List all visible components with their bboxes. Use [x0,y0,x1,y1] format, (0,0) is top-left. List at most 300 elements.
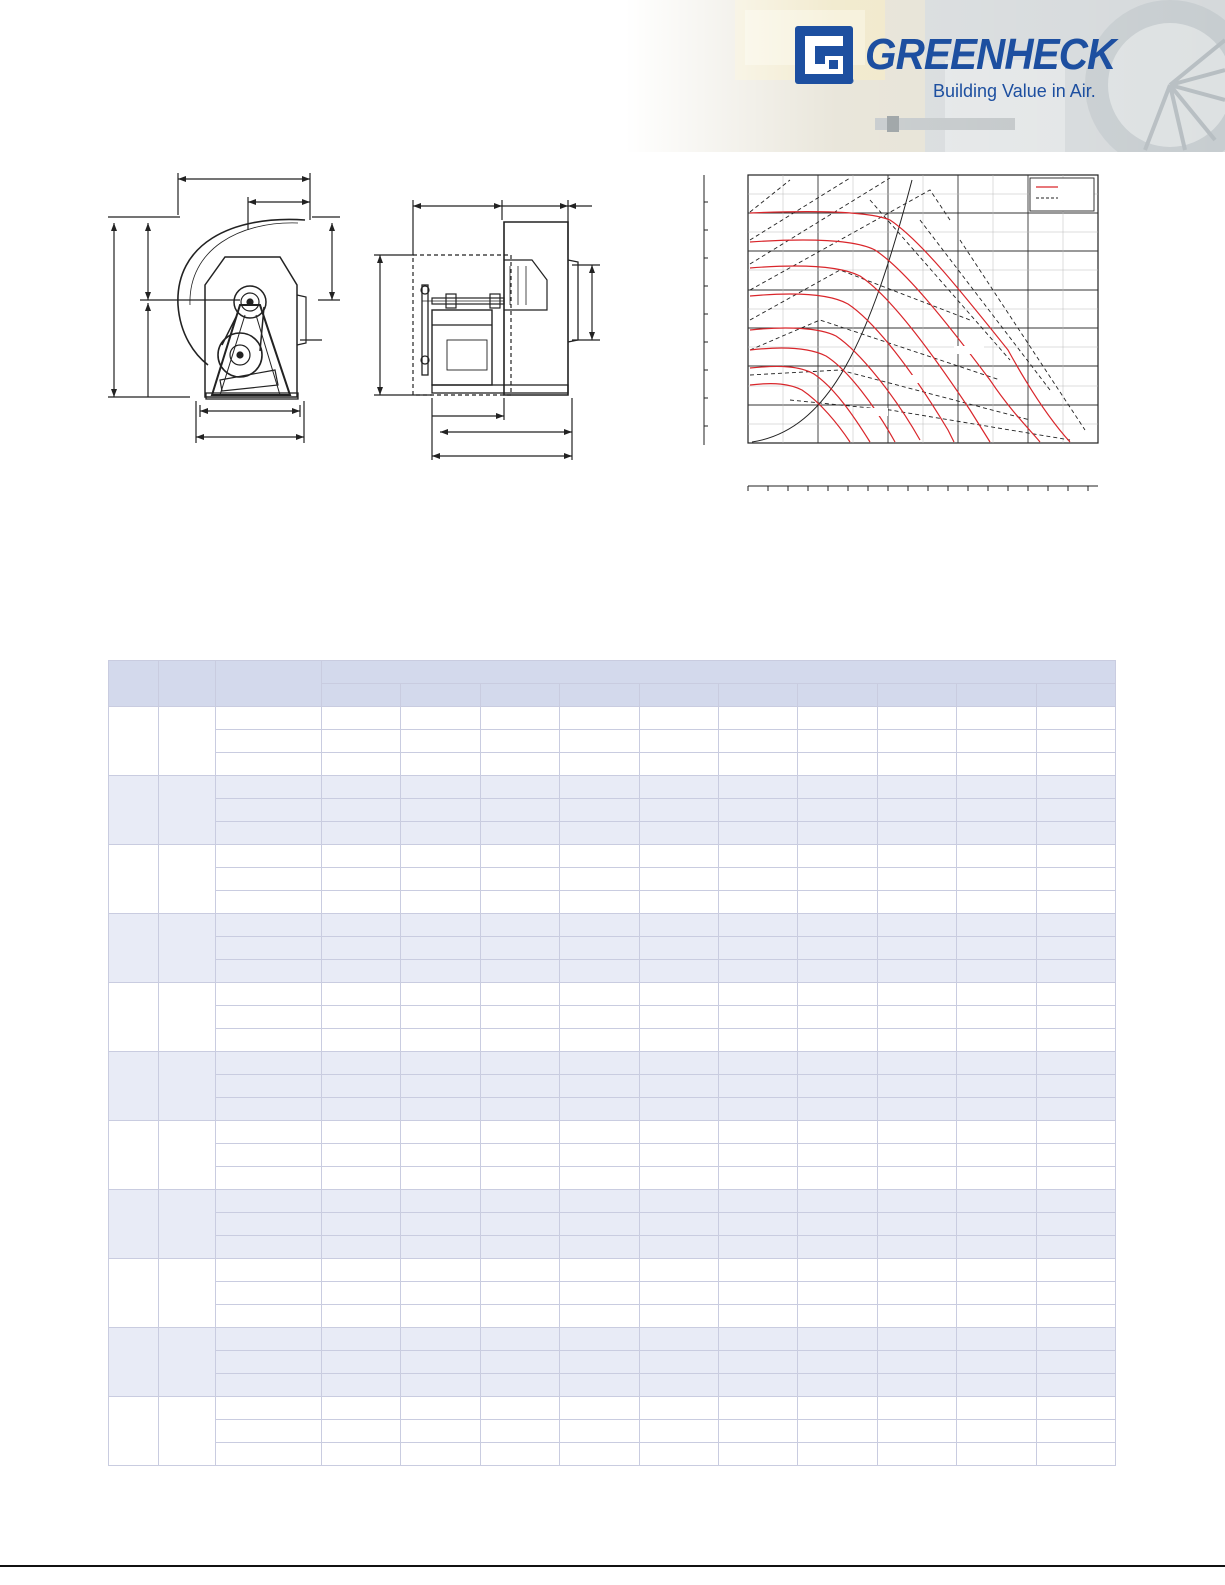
table-row [109,1075,1116,1098]
table-cell [480,1328,559,1351]
table-cell [560,914,639,937]
table-cell [109,914,159,983]
table-cell [877,1328,956,1351]
table-cell [322,1236,401,1259]
table-cell [957,1282,1036,1305]
table-cell [401,753,480,776]
table-cell [560,799,639,822]
table-cell [798,1075,877,1098]
table-cell [322,1351,401,1374]
table-row [109,891,1116,914]
table-cell [109,1397,159,1466]
table-row [109,1236,1116,1259]
table-cell [957,776,1036,799]
table-cell [560,983,639,1006]
table-cell [1036,960,1115,983]
table-cell [639,1282,718,1305]
table-cell [216,799,322,822]
table-cell [216,1052,322,1075]
table-cell [718,1328,797,1351]
table-cell [718,730,797,753]
table-cell [216,730,322,753]
table-cell [877,799,956,822]
table-cell [216,937,322,960]
table-cell [480,937,559,960]
table-cell [480,1420,559,1443]
table-cell [718,1351,797,1374]
table-cell [560,1374,639,1397]
table-cell [322,914,401,937]
table-cell [480,776,559,799]
table-cell [401,1328,480,1351]
table-cell [560,1098,639,1121]
table-cell [877,1006,956,1029]
table-cell [560,1213,639,1236]
table-row-group [109,1397,1116,1466]
table-cell [560,937,639,960]
table-cell [480,845,559,868]
table-cell [639,776,718,799]
table-cell [798,822,877,845]
table-cell [877,730,956,753]
table-cell [159,1397,216,1466]
table-row [109,1305,1116,1328]
table-cell [216,868,322,891]
table-cell [560,1351,639,1374]
table-cell [639,1075,718,1098]
table-cell [560,707,639,730]
table-cell [639,868,718,891]
table-cell [216,1213,322,1236]
table-cell [798,1098,877,1121]
table-cell [877,1351,956,1374]
table-cell [718,1374,797,1397]
table-cell [109,1052,159,1121]
table-cell [1036,1075,1115,1098]
table-cell [401,1420,480,1443]
table-cell [159,1052,216,1121]
table-cell [401,1144,480,1167]
table-cell [639,707,718,730]
table-row [109,1351,1116,1374]
table-cell [401,730,480,753]
header-cell [1036,684,1115,707]
table-cell [798,914,877,937]
table-row-group [109,707,1116,776]
table-cell [1036,937,1115,960]
table-cell [639,914,718,937]
table-cell [322,1397,401,1420]
table-cell [480,1397,559,1420]
table-cell [1036,983,1115,1006]
table-cell [401,1351,480,1374]
table-cell [877,1213,956,1236]
table-cell [109,707,159,776]
table-cell [718,937,797,960]
table-row [109,1052,1116,1075]
table-cell [957,1098,1036,1121]
table-cell [401,1167,480,1190]
table-cell [109,1328,159,1397]
table-cell [216,1305,322,1328]
table-cell [560,1190,639,1213]
table-cell [1036,822,1115,845]
table-cell [401,776,480,799]
table-cell [1036,1144,1115,1167]
table-cell [957,891,1036,914]
table-cell [216,1006,322,1029]
table-cell [718,707,797,730]
table-cell [401,1213,480,1236]
table-cell [401,845,480,868]
table-cell [639,1236,718,1259]
table-row-group [109,845,1116,914]
table-cell [877,1121,956,1144]
table-cell [322,1374,401,1397]
table-cell [877,1305,956,1328]
table-row [109,868,1116,891]
table-cell [480,1259,559,1282]
table-cell [401,1236,480,1259]
table-cell [159,845,216,914]
table-cell [639,937,718,960]
table-cell [798,891,877,914]
table-cell [877,1420,956,1443]
table-cell [798,1351,877,1374]
table-cell [480,1190,559,1213]
table-row [109,1282,1116,1305]
table-cell [560,1167,639,1190]
table-cell [877,1282,956,1305]
table-cell [322,1305,401,1328]
table-cell [322,1420,401,1443]
table-cell [718,1006,797,1029]
table-cell [957,960,1036,983]
table-cell [322,799,401,822]
table-cell [480,1374,559,1397]
table-cell [798,1236,877,1259]
table-cell [216,983,322,1006]
table-cell [1036,868,1115,891]
table-cell [480,1006,559,1029]
table-cell [957,1305,1036,1328]
table-cell [957,1144,1036,1167]
table-cell [798,1006,877,1029]
table-cell [480,891,559,914]
table-cell [957,1190,1036,1213]
header-cell [798,684,877,707]
table-cell [718,891,797,914]
table-header-row [109,661,1116,684]
table-cell [639,1167,718,1190]
table-cell [718,1144,797,1167]
table-cell [718,1121,797,1144]
table-cell [216,1374,322,1397]
table-cell [560,776,639,799]
table-cell [322,1052,401,1075]
table-cell [877,1236,956,1259]
table-cell [718,776,797,799]
table-cell [877,868,956,891]
table-cell [322,822,401,845]
table-cell [639,1121,718,1144]
table-row [109,914,1116,937]
table-cell [480,730,559,753]
table-cell [480,960,559,983]
table-row [109,1397,1116,1420]
table-cell [159,1190,216,1259]
table-cell [957,1075,1036,1098]
table-cell [877,707,956,730]
table-cell [639,730,718,753]
table-cell [480,1167,559,1190]
table-cell [877,1167,956,1190]
table-cell [639,1305,718,1328]
table-cell [718,914,797,937]
table-cell [798,1121,877,1144]
table-cell [480,799,559,822]
table-cell [159,983,216,1052]
table-cell [1036,753,1115,776]
table-cell [957,822,1036,845]
table-cell [798,1420,877,1443]
table-cell [798,1029,877,1052]
table-cell [322,845,401,868]
table-row-group [109,1328,1116,1397]
greenheck-logo [795,26,1115,106]
table-cell [798,707,877,730]
table-cell [1036,1443,1115,1466]
table-cell [1036,1305,1115,1328]
table-row-group [109,914,1116,983]
table-row [109,960,1116,983]
table-cell [877,914,956,937]
table-cell [1036,1213,1115,1236]
table-cell [401,1052,480,1075]
table-cell [322,1213,401,1236]
table-cell [639,1259,718,1282]
table-cell [109,983,159,1052]
footer-rule [0,1565,1225,1567]
table-cell [957,1029,1036,1052]
table-cell [957,868,1036,891]
table-row [109,1098,1116,1121]
table-cell [560,1075,639,1098]
table-cell [480,1236,559,1259]
table-cell [1036,1236,1115,1259]
table-cell [401,1305,480,1328]
table-cell [322,1144,401,1167]
table-cell [639,983,718,1006]
table-row-group [109,1052,1116,1121]
table-cell [639,753,718,776]
table-cell [957,1351,1036,1374]
table-cell [718,960,797,983]
table-cell [798,1052,877,1075]
table-cell [718,1236,797,1259]
table-cell [957,730,1036,753]
table-row [109,1029,1116,1052]
table-cell [639,1098,718,1121]
table-row-group [109,776,1116,845]
table-cell [480,1029,559,1052]
table-cell [322,1282,401,1305]
table-cell [798,1213,877,1236]
table-cell [877,1374,956,1397]
table-row [109,937,1116,960]
table-cell [560,845,639,868]
table-cell [957,1420,1036,1443]
table-row-group [109,983,1116,1052]
table-cell [322,776,401,799]
table-cell [877,1144,956,1167]
table-cell [718,1420,797,1443]
table-cell [560,1006,639,1029]
table-row [109,799,1116,822]
table-cell [401,891,480,914]
table-cell [322,1006,401,1029]
table-cell [1036,1282,1115,1305]
table-cell [216,753,322,776]
table-cell [718,1098,797,1121]
table-cell [480,1305,559,1328]
table-cell [639,1397,718,1420]
table-cell [957,799,1036,822]
table-cell [1036,1190,1115,1213]
fan-side-view-drawing [372,190,612,470]
table-cell [798,1443,877,1466]
table-cell [560,730,639,753]
table-row [109,983,1116,1006]
header-cell [159,661,216,707]
table-row [109,1006,1116,1029]
table-cell [159,776,216,845]
chart-legend [1030,178,1094,211]
table-cell [639,1351,718,1374]
table-cell [718,983,797,1006]
table-cell [480,1098,559,1121]
table-cell [322,960,401,983]
table-row [109,776,1116,799]
table-cell [216,1121,322,1144]
table-cell [401,1443,480,1466]
table-cell [1036,1167,1115,1190]
table-cell [877,1098,956,1121]
table-cell [322,1443,401,1466]
table-cell [798,1374,877,1397]
chart-left-scale [704,175,708,445]
registered-mark: ® [847,76,854,86]
table-cell [877,1259,956,1282]
header-cell [322,684,401,707]
table-row [109,1144,1116,1167]
table-cell [877,1443,956,1466]
table-cell [216,1397,322,1420]
table-cell [1036,1098,1115,1121]
table-cell [322,1029,401,1052]
table-cell [560,1121,639,1144]
table-cell [639,822,718,845]
table-cell [322,753,401,776]
table-cell [1036,1374,1115,1397]
table-cell [957,914,1036,937]
table-cell [109,845,159,914]
table-cell [957,937,1036,960]
table-cell [1036,799,1115,822]
table-cell [798,868,877,891]
table-cell [877,960,956,983]
table-cell [798,1144,877,1167]
table-cell [480,1351,559,1374]
table-cell [401,1259,480,1282]
table-cell [1036,1121,1115,1144]
table-cell [639,1374,718,1397]
table-cell [957,1121,1036,1144]
table-cell [216,1420,322,1443]
table-row [109,1374,1116,1397]
table-cell [560,891,639,914]
table-cell [560,1420,639,1443]
table-cell [401,1190,480,1213]
table-cell [1036,914,1115,937]
table-cell [798,776,877,799]
header-cell [639,684,718,707]
table-cell [109,776,159,845]
table-cell [560,1259,639,1282]
table-row [109,1328,1116,1351]
table-row [109,845,1116,868]
table-cell [1036,845,1115,868]
table-cell [718,1213,797,1236]
table-cell [1036,1351,1115,1374]
table-cell [718,753,797,776]
table-cell [401,1121,480,1144]
table-cell [480,1443,559,1466]
table-cell [322,1098,401,1121]
performance-chart [690,160,1120,530]
table-cell [798,1190,877,1213]
table-cell [480,1052,559,1075]
table-cell [1036,776,1115,799]
table-cell [401,707,480,730]
header-cell [957,684,1036,707]
table-cell [216,1144,322,1167]
table-cell [798,845,877,868]
table-cell [798,1397,877,1420]
table-row [109,730,1116,753]
table-cell [957,1006,1036,1029]
table-cell [957,1374,1036,1397]
table-row-group [109,1259,1116,1328]
header-cell [401,684,480,707]
table-cell [159,914,216,983]
table-cell [480,868,559,891]
table-cell [401,960,480,983]
table-cell [639,1328,718,1351]
table-row [109,753,1116,776]
header-banner [0,0,1225,152]
table-cell [216,1351,322,1374]
table-cell [401,799,480,822]
table-cell [877,937,956,960]
table-cell [957,1167,1036,1190]
table-cell [957,707,1036,730]
table-cell [322,1259,401,1282]
table-cell [216,776,322,799]
table-cell [877,776,956,799]
table-cell [877,1397,956,1420]
table-cell [480,753,559,776]
